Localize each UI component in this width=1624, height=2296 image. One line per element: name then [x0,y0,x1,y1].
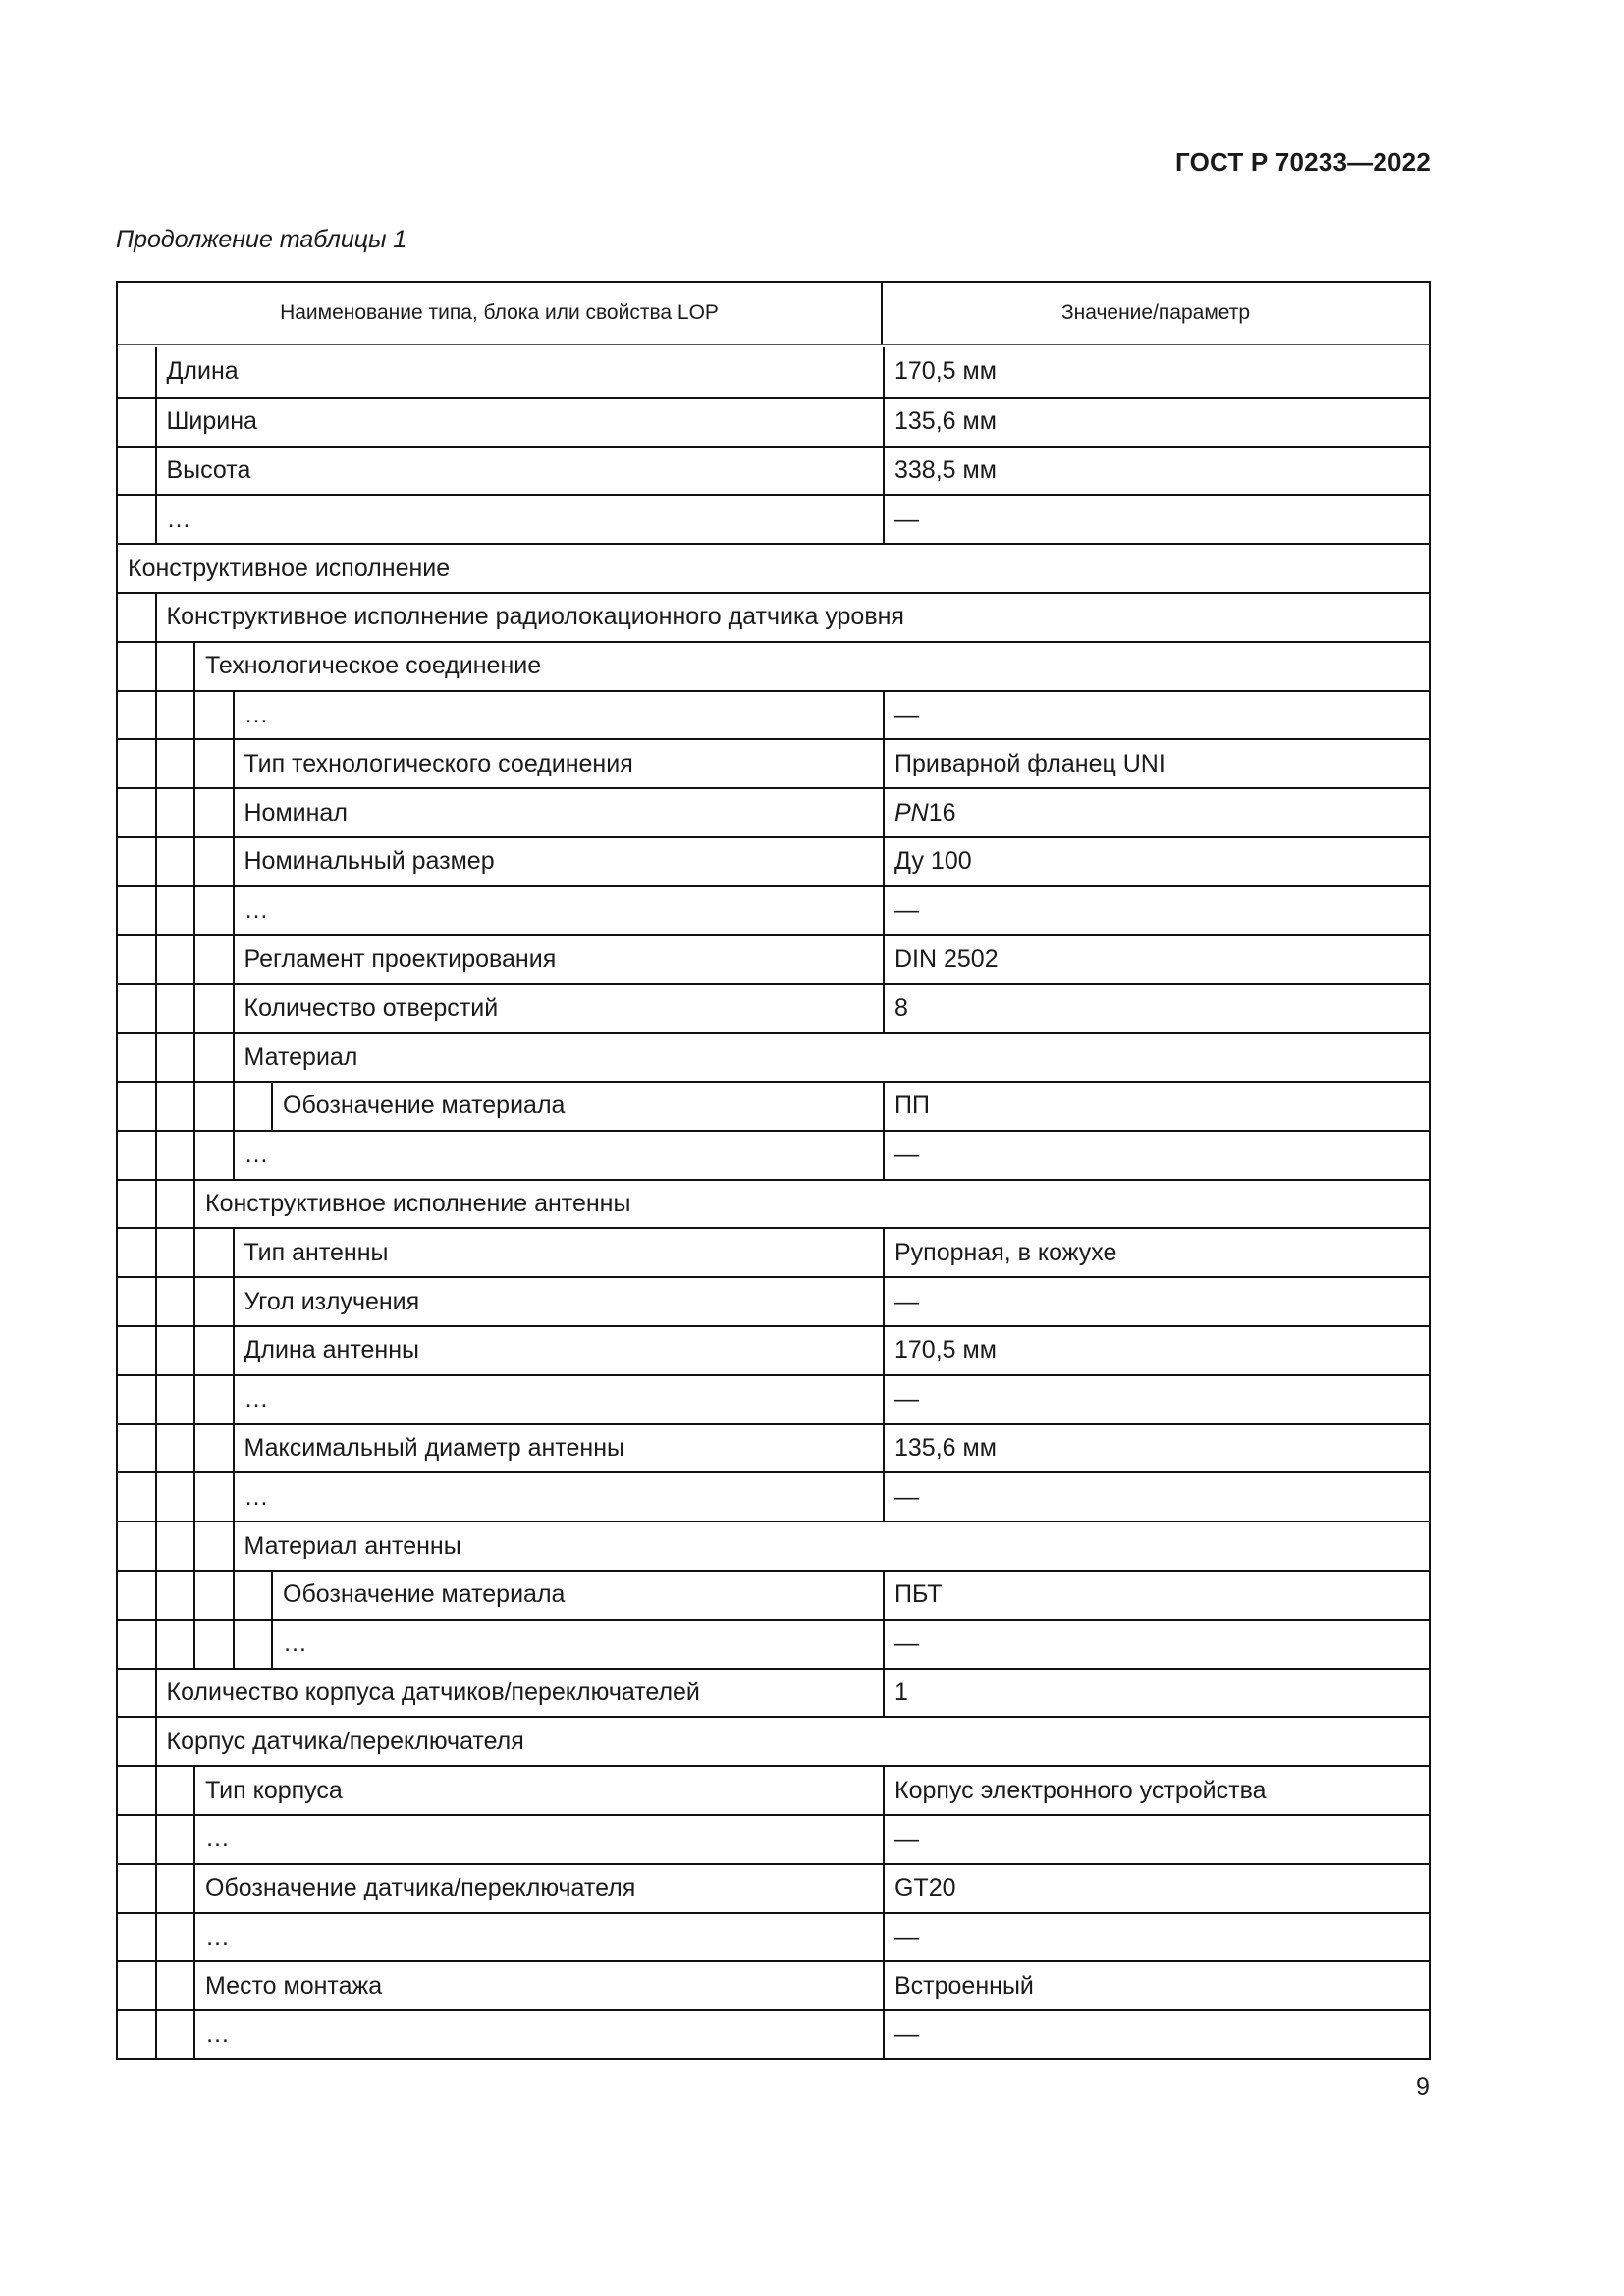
property-name: Место монтажа [205,1971,383,2000]
indent-cell [157,1181,196,1228]
property-name: Корпус датчика/переключателя [166,1727,524,1755]
indent-cell [195,692,235,739]
table-row [118,347,1429,397]
property-value: Ду 100 [883,838,1429,885]
indent-cell [118,789,157,836]
property-value: 1 [883,1670,1429,1717]
property-name: Длина [166,357,239,386]
property-name: Конструктивное исполнение антенны [205,1189,631,1217]
property-value: Приварной фланец UNI [883,740,1429,787]
property-value: 170,5 мм [883,347,1429,397]
table-row [118,1471,1429,1521]
property-name: … [205,1825,230,1853]
property-value: PN 16 [883,789,1429,836]
indent-cell [157,1229,196,1276]
indent-cell [118,1718,157,1765]
table-row [118,1374,1429,1423]
indent-cell [157,2011,196,2058]
property-value: ПП [883,1083,1429,1130]
property-value: — [883,1816,1429,1863]
indent-cell [118,448,157,495]
indent-cell [157,936,196,984]
indent-cell [157,1425,196,1472]
indent-cell [118,1425,157,1472]
property-name: Количество отверстий [244,993,499,1022]
property-value: 135,6 мм [883,1425,1429,1472]
header-value: Значение/параметр [1060,301,1251,324]
indent-cell [157,692,196,739]
indent-cell [118,1327,157,1374]
indent-cell [118,1278,157,1325]
table-row [118,983,1429,1032]
indent-cell [195,1278,235,1325]
property-name: Регламент проектирования [244,944,557,973]
indent-cell [118,496,157,543]
table-row [118,787,1429,836]
indent-cell [118,399,157,446]
property-value: ПБТ [883,1572,1429,1619]
property-name: Тип технологического соединения [244,749,633,777]
table-row [118,1668,1429,1717]
indent-cell [157,1034,196,1081]
indent-cell [235,1083,274,1130]
indent-cell [235,1621,274,1668]
indent-cell [118,1914,157,1961]
property-value: 170,5 мм [883,1327,1429,1374]
property-name: Материал [244,1042,358,1071]
table-row [118,397,1429,446]
indent-cell [118,1670,157,1717]
indent-cell [118,1034,157,1081]
property-value: — [883,496,1429,543]
indent-cell [118,643,157,690]
property-value: Рупорная, в кожухе [883,1229,1429,1276]
indent-cell [195,1473,235,1521]
indent-cell [195,985,235,1032]
table-row [118,494,1429,543]
property-value: 135,6 мм [883,399,1429,446]
table-row [118,446,1429,495]
indent-cell [157,985,196,1032]
indent-cell [157,1278,196,1325]
property-name: … [205,2020,230,2049]
indent-cell [195,740,235,787]
property-name: Длина антенны [244,1336,420,1364]
table-header [118,283,1429,347]
indent-cell [118,1572,157,1619]
indent-cell [235,1572,274,1619]
table-row [118,1619,1429,1668]
indent-cell [195,1083,235,1130]
table-row [118,1423,1429,1472]
property-name: Количество корпуса датчиков/переключателей [166,1678,700,1706]
table-row [118,1130,1429,1179]
table-row [118,1227,1429,1276]
property-value: 338,5 мм [883,448,1429,495]
table-row [118,1765,1429,1814]
property-name: … [244,1482,269,1511]
property-name: Высота [166,455,251,484]
indent-cell [157,838,196,885]
indent-cell [118,936,157,984]
property-value: — [883,1473,1429,1521]
indent-cell [118,1767,157,1814]
indent-cell [195,1327,235,1374]
indent-cell [118,594,157,641]
table-row [118,1570,1429,1619]
property-name: Номинальный размер [244,847,495,876]
indent-cell [157,643,196,690]
property-name: … [244,1385,269,1414]
property-name: … [244,700,269,728]
indent-cell [157,1132,196,1179]
indent-cell [118,1229,157,1276]
property-value: — [883,692,1429,739]
indent-cell [157,887,196,934]
indent-cell [195,1522,235,1570]
property-value: 8 [883,985,1429,1032]
property-name: Угол излучения [244,1287,420,1315]
table-row [118,1032,1429,1081]
indent-cell [195,789,235,836]
indent-cell [157,1522,196,1570]
indent-cell [195,1376,235,1423]
indent-cell [157,1865,196,1912]
indent-cell [157,1473,196,1521]
indent-cell [157,1376,196,1423]
indent-cell [157,1327,196,1374]
property-value: — [883,1621,1429,1668]
property-name: Конструктивное исполнение [128,554,451,582]
indent-cell [157,1962,196,2009]
property-value: — [883,1914,1429,1961]
indent-cell [157,1621,196,1668]
property-name: … [283,1629,307,1658]
property-name: Конструктивное исполнение радиолокационного датчика уровня [166,603,904,631]
indent-cell [118,985,157,1032]
indent-cell [118,740,157,787]
indent-cell [118,887,157,934]
indent-cell [118,1473,157,1521]
indent-cell [118,347,157,397]
property-name: Технологическое соединение [205,652,542,680]
property-value: Корпус электронного устройства [883,1767,1429,1814]
indent-cell [118,1865,157,1912]
indent-cell [157,1816,196,1863]
property-name: … [205,1922,230,1950]
property-value: DIN 2502 [883,936,1429,984]
table-row [118,934,1429,984]
indent-cell [157,1914,196,1961]
property-value: — [883,2011,1429,2058]
property-value: — [883,1132,1429,1179]
property-value: — [883,1376,1429,1423]
table-row [118,690,1429,739]
property-name: … [166,505,191,533]
property-name: Обозначение датчика/переключателя [205,1874,636,1902]
property-name: … [244,896,269,925]
indent-cell [195,1621,235,1668]
table-row [118,641,1429,690]
property-name: Тип корпуса [205,1776,343,1804]
indent-cell [118,1376,157,1423]
indent-cell [157,1767,196,1814]
indent-cell [195,838,235,885]
property-value: GT20 [883,1865,1429,1912]
property-name: Ширина [166,407,257,436]
table-row [118,885,1429,934]
indent-cell [118,2011,157,2058]
header-name: Наименование типа, блока или свойства LOP [118,283,883,344]
indent-cell [118,838,157,885]
indent-cell [195,1132,235,1179]
indent-cell [195,1425,235,1472]
indent-cell [195,1229,235,1276]
indent-cell [195,887,235,934]
indent-cell [195,1572,235,1619]
table-row [118,1912,1429,1961]
property-name: Обозначение материала [283,1580,566,1609]
property-value: — [883,1278,1429,1325]
property-value: — [883,887,1429,934]
indent-cell [118,1621,157,1668]
property-value: Встроенный [883,1962,1429,2009]
table-row [118,1814,1429,1863]
table-row [118,836,1429,885]
table-row [118,738,1429,787]
table-row [118,1081,1429,1130]
property-table [116,281,1431,2060]
property-name: Номинал [244,798,348,827]
indent-cell [118,1522,157,1570]
table-row [118,1276,1429,1325]
table-row [118,1521,1429,1570]
indent-cell [118,1816,157,1863]
table-row [118,1325,1429,1374]
table-body [118,347,1429,2058]
page-number: 9 [1416,2073,1430,2101]
table-row [118,1863,1429,1912]
property-name: Обозначение материала [283,1092,566,1120]
table-row [118,1716,1429,1765]
indent-cell [118,1181,157,1228]
indent-cell [118,1962,157,2009]
property-name: Материал антенны [244,1531,461,1560]
standard-id: ГОСТ Р 70233—2022 [1175,147,1431,177]
table-row [118,543,1429,592]
indent-cell [118,1132,157,1179]
indent-cell [157,1083,196,1130]
property-name: … [244,1141,269,1169]
table-row [118,2009,1429,2058]
table-row [118,1179,1429,1228]
indent-cell [157,789,196,836]
indent-cell [157,740,196,787]
table-caption: Продолжение таблицы 1 [116,226,407,253]
indent-cell [195,1034,235,1081]
table-row [118,592,1429,641]
property-name: Тип антенны [244,1238,389,1266]
indent-cell [118,1083,157,1130]
indent-cell [118,692,157,739]
table-row [118,1960,1429,2009]
property-name: Максимальный диаметр антенны [244,1433,624,1462]
indent-cell [195,936,235,984]
indent-cell [157,1572,196,1619]
